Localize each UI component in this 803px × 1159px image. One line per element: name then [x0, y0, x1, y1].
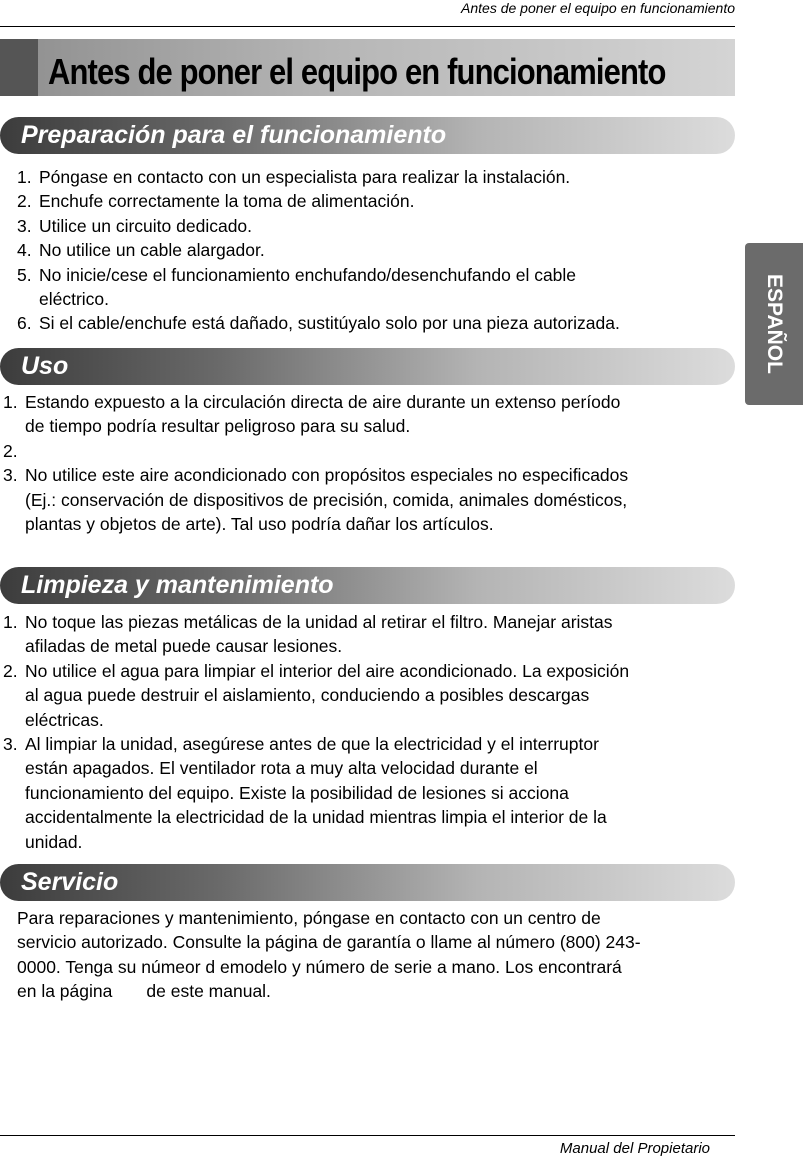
item-line: Póngase en contacto con un especialista para realizar la instalación. — [39, 167, 571, 187]
item-number: 1. — [3, 612, 18, 632]
page-title-bar — [0, 39, 735, 96]
page-title: Antes de poner el equipo en funcionamiento — [48, 51, 666, 92]
item-line: Si el cable/enchufe está dañado, sustitúyalo solo por una pieza autorizada. — [39, 313, 620, 334]
section-title: Servicio — [21, 868, 119, 896]
item-number: 1. — [17, 167, 32, 187]
servicio-paragraph — [17, 906, 641, 1004]
paragraph-line: Para reparaciones y mantenimiento, póngase en contacto con un centro de — [17, 908, 601, 928]
list-item — [3, 390, 628, 439]
header-rule — [0, 26, 735, 27]
item-number: 6. — [17, 313, 32, 334]
section-title: Preparación para el funcionamiento — [21, 121, 447, 149]
item-line: accidentalmente la electricidad de la unidad mientras limpia el interior de la — [25, 807, 607, 828]
item-number: 4. — [17, 240, 32, 261]
list-item — [3, 463, 628, 536]
item-line: eléctricas. — [25, 709, 104, 730]
item-line — [25, 439, 628, 463]
list-item — [17, 238, 620, 262]
footer-label: Manual del Propietario — [559, 1140, 710, 1157]
title-marker — [0, 39, 38, 96]
item-line: (Ej.: conservación de dispositivos de precisión, comida, animales domésticos, — [25, 489, 628, 510]
language-label: ESPAÑOL — [763, 274, 786, 374]
paragraph-line: en la página de este manual. — [17, 981, 271, 1002]
section-header-servicio — [0, 864, 735, 901]
item-line: No utilice este aire acondicionado con propósitos especiales no especificados — [25, 465, 629, 486]
item-line: No utilice un cable alargador. — [39, 240, 265, 261]
item-number: 2. — [3, 660, 18, 681]
list-item — [3, 439, 628, 463]
running-header: Antes de poner el equipo en funcionamiento — [461, 0, 735, 16]
item-line: plantas y objetos de arte). Tal uso podría dañar los artículos. — [25, 514, 494, 535]
item-line: Utilice un circuito dedicado. — [39, 215, 253, 236]
item-number: 2. — [3, 440, 18, 461]
list-item — [17, 263, 620, 312]
preparacion-list — [17, 165, 620, 336]
item-line: Estando expuesto a la circulación directa de aire durante un extenso período — [25, 392, 621, 412]
item-line: No inicie/cese el funcionamiento enchufando/desenchufando el cable — [39, 264, 577, 285]
section-header-limpieza — [0, 567, 735, 604]
item-line: de tiempo podría resultar peligroso para su salud. — [25, 416, 411, 437]
item-line: están apagados. El ventilador rota a muy alta velocidad durante el — [25, 758, 538, 779]
language-tab — [745, 243, 803, 405]
list-item — [3, 610, 629, 659]
paragraph-line: servicio autorizado. Consulte la página de garantía o llame al número (800) 243- — [17, 932, 641, 953]
list-item — [3, 659, 629, 732]
item-line: No toque las piezas metálicas de la unidad al retirar el filtro. Manejar aristas — [25, 612, 613, 632]
limpieza-list — [3, 610, 629, 854]
list-item — [17, 311, 620, 335]
item-line: afiladas de metal puede causar lesiones. — [25, 636, 343, 657]
list-item — [17, 189, 620, 213]
item-number: 1. — [3, 392, 18, 412]
item-line: eléctrico. — [39, 289, 110, 310]
item-line: funcionamiento del equipo. Existe la posibilidad de lesiones si acciona — [25, 782, 569, 803]
item-number: 3. — [3, 734, 18, 755]
item-number: 3. — [3, 465, 18, 486]
item-line: No utilice el agua para limpiar el interior del aire acondicionado. La exposición — [25, 660, 630, 681]
item-line: Al limpiar la unidad, asegúrese antes de que la electricidad y el interruptor — [25, 734, 599, 755]
item-line: unidad. — [25, 831, 83, 852]
item-line: Enchufe correctamente la toma de alimentación. — [39, 191, 415, 212]
section-header-uso — [0, 348, 735, 385]
section-title: Uso — [21, 352, 69, 380]
item-line: al agua puede destruir el aislamiento, conduciendo a posibles descargas — [25, 685, 590, 706]
list-item — [17, 214, 620, 238]
list-item — [17, 165, 620, 189]
uso-list — [3, 390, 628, 536]
item-number: 3. — [17, 215, 32, 236]
paragraph-line: 0000. Tenga su númeor d emodelo y número de serie a mano. Los encontrará — [17, 956, 622, 977]
section-title: Limpieza y mantenimiento — [21, 571, 334, 599]
footer-rule — [0, 1135, 735, 1136]
item-number: 2. — [17, 191, 32, 212]
section-header-preparacion — [0, 117, 735, 154]
list-item — [3, 732, 629, 854]
item-number: 5. — [17, 264, 32, 285]
